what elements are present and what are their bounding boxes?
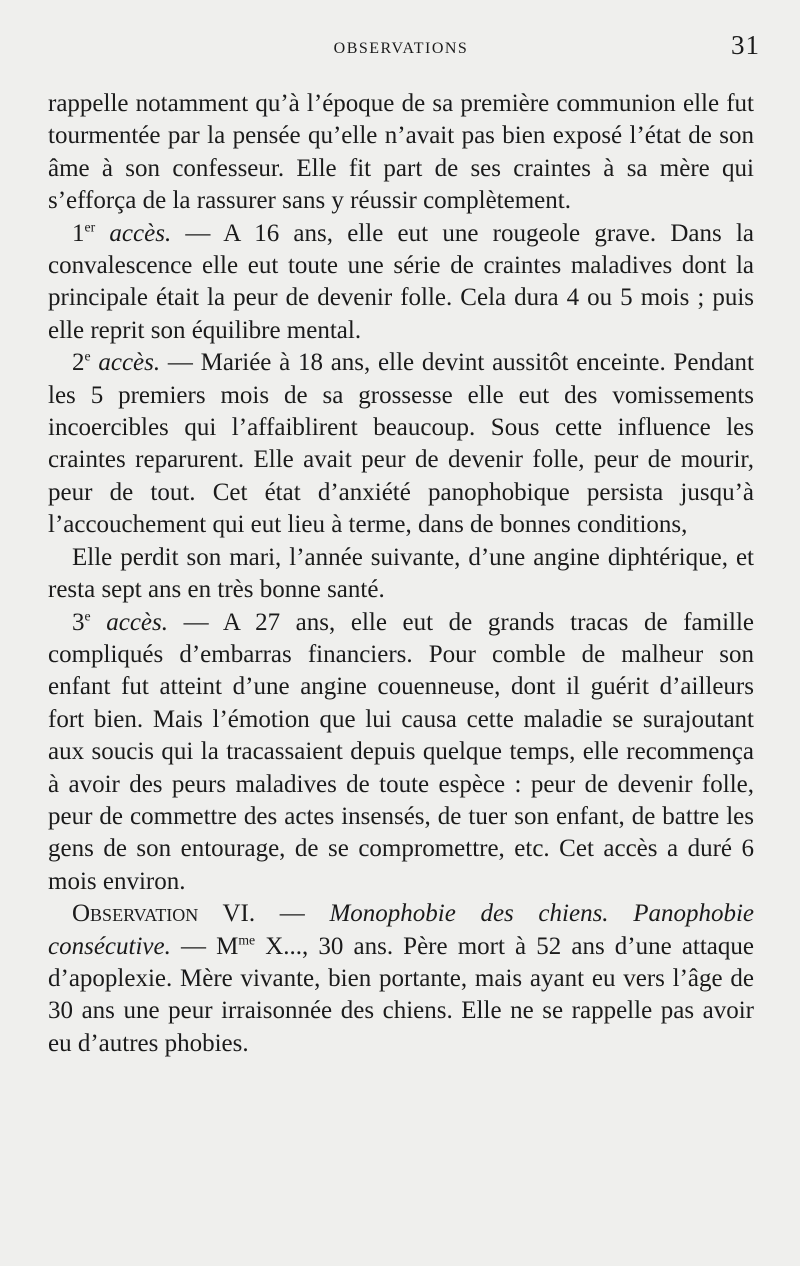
attack-ordinal-suffix: e — [84, 608, 91, 624]
paragraph-continuation: rappelle notamment qu’à l’époque de sa première communion elle fut tourmentée par la pensée qu’elle n’avait pas bien exposé l’état de son âme à son confesseur. Elle fit part de ses craintes à sa mère qui s’efforça de la rassurer sans y réussir complètement. — [48, 90, 754, 215]
attack-number: 2 — [72, 349, 85, 377]
paragraph-third-attack — [48, 607, 754, 899]
observation-title: Monophobie des chiens. Panophobie consécutive. — [48, 900, 755, 960]
observation-label: Observation VI. — [72, 900, 256, 928]
observation-title-dash: — M — [170, 932, 239, 960]
attack-text: — A 27 ans, elle eut de grands tracas de famille compliqués d’embarras financiers. Pour comble de malheur son enfant fut atteint d’une angine couenneuse, dont il guérit d’ailleurs fort bien. Mais l’émotion que lui causa cette maladie se surajoutant aux soucis qui la tracassaient depuis quelque temps, elle recommença à avoir des peurs maladives de toute espèce : peur de devenir folle, peur de commettre des actes insensés, de tuer son enfant, de battre les gens de son entourage, de se compromettre, etc. Cet accès a duré 6 mois environ. — [48, 608, 755, 895]
paragraph-husband-death: Elle perdit son mari, l’année suivante, d’une angine diphtérique, et resta sept ans en très bonne santé. — [48, 543, 754, 604]
attack-number: 3 — [72, 608, 85, 636]
attack-label: accès. — [98, 349, 161, 377]
attack-text: — A 16 ans, elle eut une rougeole grave. Dans la convalescence elle eut toute une série de craintes maladives dont la principale était la peur de devenir folle. Cela dura 4 ou 5 mois ; puis elle reprit son équilibre mental. — [48, 219, 754, 344]
observation-text: X..., 30 ans. Père mort à 52 ans d’une attaque d’apoplexie. Mère vivante, bien portante, mais ayant eu vers l’âge de 30 ans une peur irraisonnée des chiens. Elle ne se rappelle pas avoir eu d’autres phobies. — [48, 932, 754, 1057]
attack-text: — Mariée à 18 ans, elle devint aussitôt enceinte. Pendant les 5 premiers mois de sa grossesse elle eut des vomissements incoercibles qui l’affaiblirent beaucoup. Sous cette influence les craintes reparurent. Elle avait peur de devenir folle, peur de mourir, peur de tout. Cet état d’anxiété panophobique persista jusqu’à l’accouchement qui eut lieu à terme, dans de bonnes conditions, — [48, 349, 755, 539]
observation-dash: — — [255, 900, 330, 928]
running-head — [48, 0, 760, 88]
paragraph-observation-vi — [48, 898, 754, 1060]
attack-ordinal-suffix: er — [84, 219, 96, 235]
madame-suffix: me — [238, 932, 256, 948]
attack-ordinal-suffix: e — [84, 348, 91, 364]
paragraph-second-attack — [48, 347, 754, 541]
attack-label: accès. — [106, 608, 168, 636]
paragraph-first-attack — [48, 218, 754, 348]
running-title: OBSERVATIONS — [333, 40, 469, 57]
body-text — [48, 88, 754, 1060]
attack-label: accès. — [109, 219, 172, 247]
page-number: 31 — [731, 30, 760, 60]
attack-number: 1 — [72, 219, 85, 247]
